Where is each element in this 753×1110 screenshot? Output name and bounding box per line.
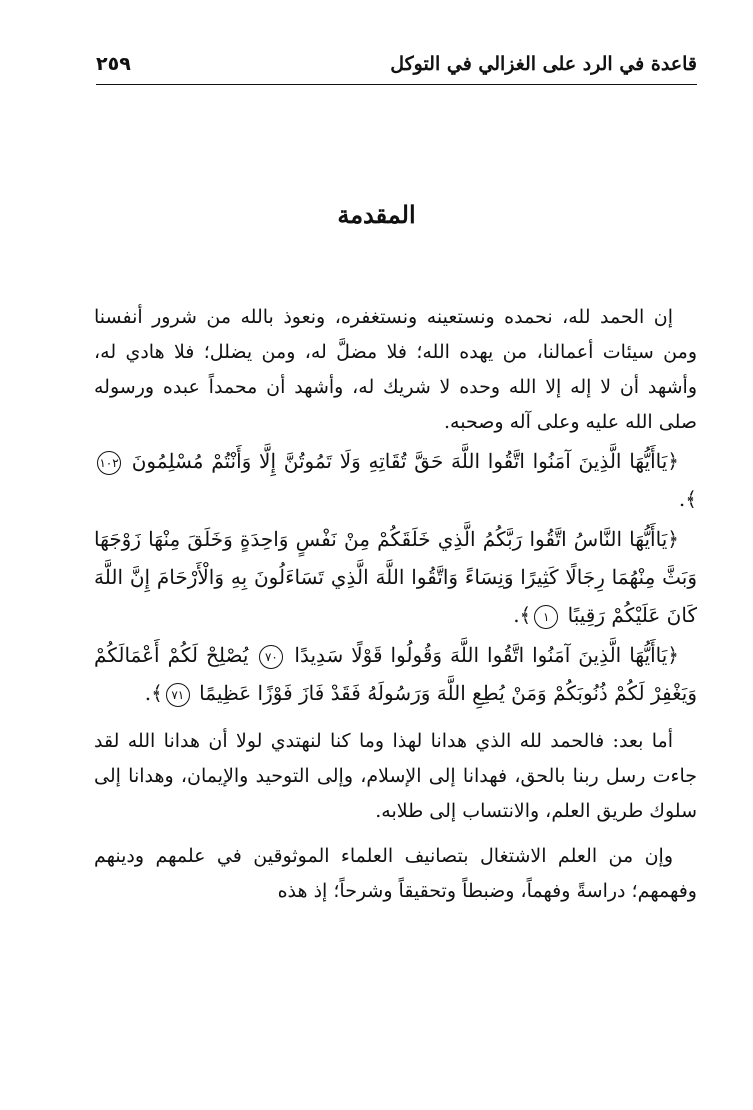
header-title: قاعدة في الرد على الغزالي في التوكل [390, 53, 697, 75]
body-text [94, 300, 697, 909]
opening-paragraph: إن الحمد لله، نحمده ونستعينه ونستغفره، ونعوذ بالله من شرور أنفسنا ومن سيئات أعمالنا، من يهده الله؛ فلا مضلَّ له، ومن يضلل؛ فلا هادي له، وأشهد أن لا إله إلا الله وحده لا شريك له، وأشهد أن محمداً عبده ورسوله صلى الله عليه وعلى آله وصحبه. [94, 306, 697, 433]
quran-verse-3 [94, 636, 697, 712]
quran-verse-2 [94, 520, 697, 634]
verse-number-marker: ٧٠ [259, 645, 283, 669]
verse-3-text-a: ﴿يَاأَيُّهَا الَّذِينَ آمَنُوا اتَّقُوا اللَّهَ وَقُولُوا قَوْلًا سَدِيدًا [294, 643, 680, 667]
verse-number-marker: ١٠٢ [97, 451, 121, 475]
running-header [96, 44, 697, 85]
section-title: المقدمة [337, 200, 416, 229]
verse-number-marker: ٧١ [166, 683, 190, 707]
paragraph-gap [94, 714, 697, 724]
verse-3-text-b: يُصْلِحْ لَكُمْ أَعْمَالَكُمْ وَيَغْفِرْ لَكُمْ ذُنُوبَكُمْ وَمَنْ يُطِعِ اللَّهَ وَرَسُولَهُ فَقَدْ فَازَ فَوْزًا عَظِيمًا [94, 643, 697, 705]
page-number: ٢٥٩ [96, 53, 131, 75]
verse-number-marker: ١ [534, 605, 558, 629]
continuation-paragraph: وإن من العلم الاشتغال بتصانيف العلماء الموثوقين في علمهم ودينهم وفهمهم؛ دراسةً وفهماً، وضبطاً وتحقيقاً وشرحاً؛ إذ هذه [94, 845, 697, 902]
introduction-paragraph: أما بعد: فالحمد لله الذي هدانا لهذا وما كنا لنهتدي لولا أن هدانا الله لقد جاءت رسل ربنا بالحق، فهدانا إلى الإسلام، وإلى التوحيد والإيمان، وهدانا إلى سلوك طريق العلم، والانتساب إلى طلابه. [94, 730, 697, 822]
verse-3-end: ﴾. [144, 681, 163, 705]
verse-1-end: ﴾. [678, 487, 697, 511]
quran-verse-1 [94, 442, 697, 518]
verse-2-text: ﴿يَاأَيُّهَا النَّاسُ اتَّقُوا رَبَّكُمُ الَّذِي خَلَقَكُمْ مِنْ نَفْسٍ وَاحِدَةٍ وَخَلَقَ مِنْهَا زَوْجَهَا وَبَثَّ مِنْهُمَا رِجَالًا كَثِيرًا وَنِسَاءً وَاتَّقُوا اللَّهَ الَّذِي تَسَاءَلُونَ بِهِ وَالْأَرْحَامَ إِنَّ اللَّهَ كَانَ عَلَيْكُمْ رَقِيبًا [94, 527, 697, 627]
verse-2-end: ﴾. [513, 603, 532, 627]
verse-1-text: ﴿يَاأَيُّهَا الَّذِينَ آمَنُوا اتَّقُوا اللَّهَ حَقَّ تُقَاتِهِ وَلَا تَمُوتُنَّ إِلَّا وَأَنْتُمْ مُسْلِمُونَ [131, 449, 680, 473]
paragraph-gap [94, 829, 697, 839]
